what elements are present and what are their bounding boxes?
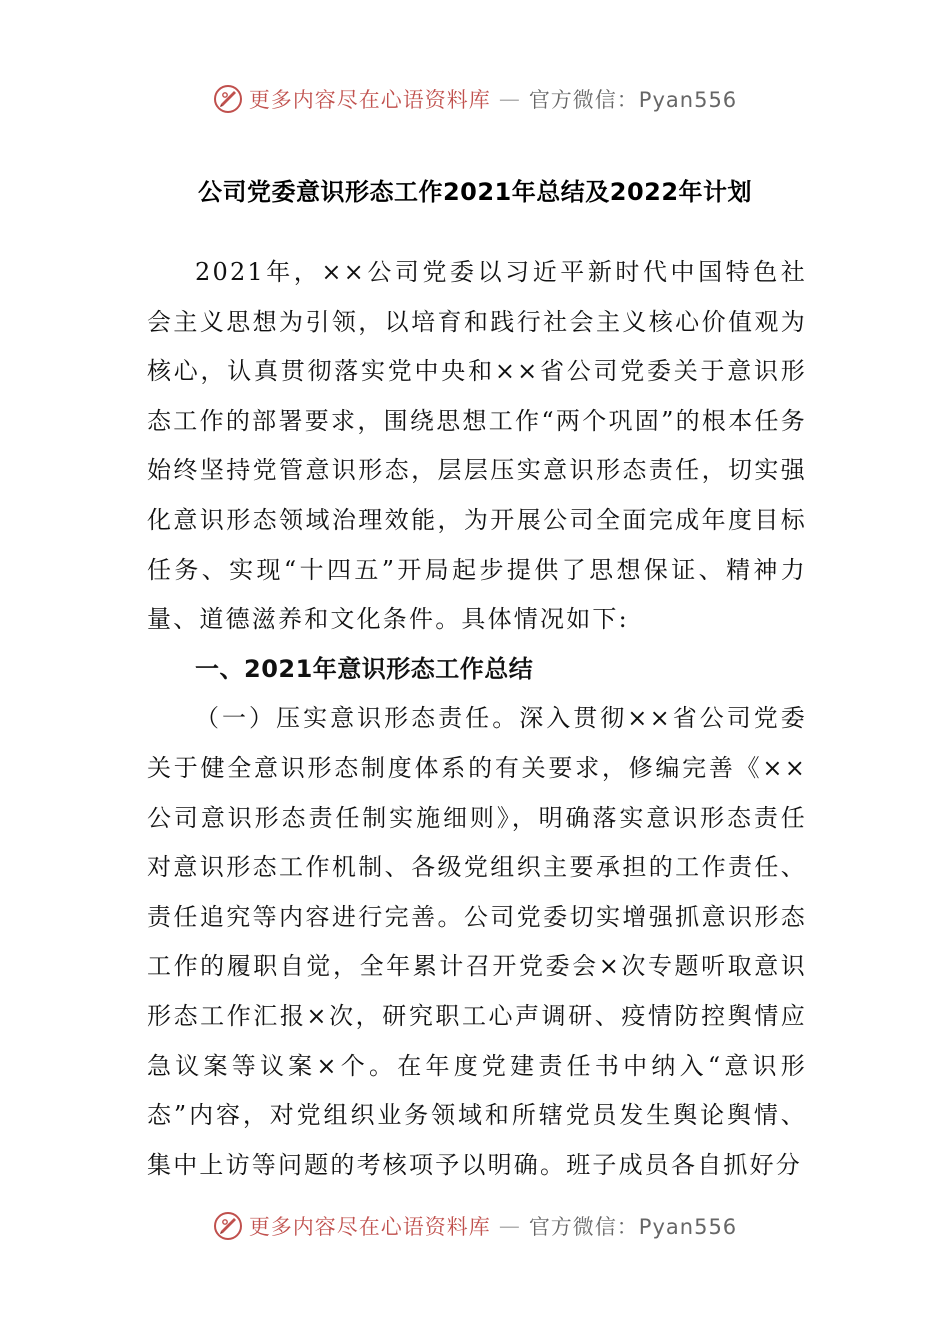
document-title: 公司党委意识形态工作2021年总结及2022年计划 [197, 178, 753, 206]
watermark-wechat-label: 官方微信：Pyan556 [528, 88, 738, 112]
watermark-wechat-label: 官方微信：Pyan556 [528, 1215, 738, 1239]
watermark-separator: — [498, 87, 521, 111]
section-1-paragraph: （一）压实意识形态责任。深入贯彻××省公司党委关于健全意识形态制度体系的有关要求，修编完善《××公司意识形态责任制实施细则》，明确落实意识形态责任对意识形态工作机制、各级党组织主要承担的工作责任、责任追究等内容进行完善。公司党委切实增强抓意识形态工作的履职自觉，全年累计召开党委会×次专题听取意识形态工作汇报×次，研究职工心声调研、疫情防控舆情应急议案等议案×个。在年度党建责任书中纳入“意识形态”内容，对党组织业务领域和所辖党员发生舆论舆情、集中上访等问题的考核项予以明确。班子成员各自抓好分 [147, 704, 807, 1179]
section-1-heading: 一、2021年意识形态工作总结 [195, 654, 534, 683]
header-watermark [0, 84, 950, 114]
footer-watermark [0, 1211, 950, 1241]
seal-logo-icon [213, 84, 243, 114]
seal-logo-icon [213, 1211, 243, 1241]
document-body [147, 248, 807, 1190]
watermark-site-text: 更多内容尽在心语资料库 [248, 1215, 491, 1239]
watermark-separator: — [498, 1214, 521, 1238]
intro-paragraph: 2021年，××公司党委以习近平新时代中国特色社会主义思想为引领，以培育和践行社会主义核心价值观为核心，认真贯彻落实党中央和××省公司党委关于意识形态工作的部署要求，围绕思想工作“两个巩固”的根本任务始终坚持党管意识形态，层层压实意识形态责任，切实强化意识形态领域治理效能，为开展公司全面完成年度目标任务、实现“十四五”开局起步提供了思想保证、精神力量、道德滋养和文化条件。具体情况如下: [147, 258, 807, 634]
watermark-site-text: 更多内容尽在心语资料库 [248, 88, 491, 112]
